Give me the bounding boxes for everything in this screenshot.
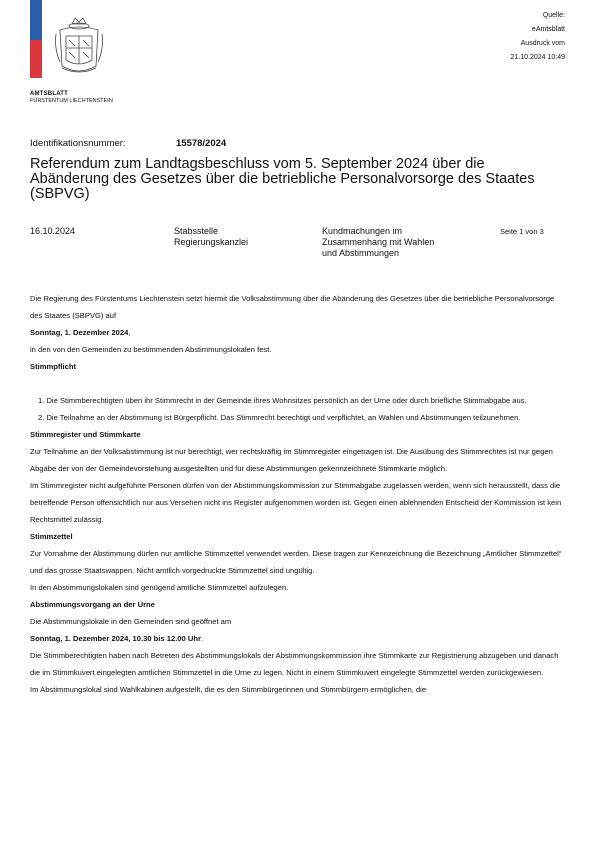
source-line: 21.10.2024 10:49 (510, 54, 565, 61)
paragraph: Die Stimmberechtigten haben nach Betreten des Abstimmungslokals der Abstimmungskommission ihre Stimmkarte zur Registrierung abzugeben und danach die im Stimmkuvert eingelegten amtlichen Stimmzettel in die Urne zu legen. Nicht in einem Stimmkuvert eingelegte Stimmzettel werden zurückgewiesen. (30, 651, 559, 677)
spacer (30, 375, 566, 392)
category-line: Kundmachungen im (322, 226, 403, 236)
date-line (30, 630, 566, 647)
source-line: eAmtsblatt (531, 26, 565, 33)
section-heading: Stimmpflicht (30, 362, 76, 371)
list-item: 2. Die Teilnahme an der Abstimmung ist Bürgerpflicht. Das Stimmrecht berechtigt und verpflichtet, an Wahlen und Abstimmungen teilzunehmen. (38, 413, 521, 422)
list-item: 1. Die Stimmberechtigten üben ihr Stimmrecht in der Gemeinde ihres Wohnsitzes persönlich an der Urne oder durch briefliche Stimmabgabe aus. (38, 396, 527, 405)
flag-stripe (30, 0, 42, 78)
paragraph: in den von den Gemeinden zu bestimmenden Abstimmungslokalen fest. (30, 345, 272, 354)
identification (30, 138, 226, 149)
paragraph: In den Abstimmungslokalen sind genügend amtliche Stimmzettel aufzulegen. (30, 583, 289, 592)
publication-date: 16.10.2024 (30, 226, 76, 236)
source-line: Ausdruck vom (520, 40, 565, 47)
date-line (30, 324, 566, 341)
department-line: Regierungskanzlei (174, 237, 249, 247)
source-line: Quelle: (542, 12, 565, 19)
department (174, 226, 294, 248)
org-subtitle: FÜRSTENTUM LIECHTENSTEIN (30, 98, 113, 104)
paragraph: Zur Teilnahme an der Volksabstimmung ist nur berechtigt, wer rechtskräftig im Stimmregister eingetragen ist. Die Ausübung des Stimmrechtes ist nur gegen Abgabe der von der Gemeindevorstehung ausgestellten und für diese Abstimmungen gekennzeichnete Stimmkarte möglich. (30, 447, 553, 473)
paragraph: Im Stimmregister nicht aufgeführte Personen dürfen von der Abstimmungskommission zur Stimmabgabe zugelassen werden, wenn sich herausstellt, dass die betreffende Person offensichtlich nur aus Versehen nicht ins Register aufgenommen worden ist. Gegen einen ablehnenden Entscheid der Kommission ist kein Rechtsmittel zulässig. (30, 481, 562, 524)
ident-number: 15578/2024 (176, 138, 227, 149)
section-heading: Abstimmungsvorgang an der Urne (30, 600, 155, 609)
org-title: AMTSBLATT (30, 91, 69, 97)
page-number: Seite 1 von 3 (500, 227, 544, 236)
date-suffix: . (200, 634, 204, 643)
department-line: Stabsstelle (174, 226, 219, 236)
date-suffix: , (128, 328, 131, 337)
paragraph: Die Abstimmungslokale in den Gemeinden sind geöffnet am (30, 617, 232, 626)
flag-red (30, 40, 42, 78)
section-heading: Stimmzettel (30, 532, 73, 541)
paragraph: Die Regierung des Fürstentums Liechtenstein setzt hiermit die Volksabstimmung über die Abänderung des Gesetzes über die betriebliche Personalvorsorge des Staates (SBPVG) auf (30, 294, 555, 320)
paragraph: Im Abstimmungslokal sind Wahlkabinen aufgestellt, die es den Stimmbürgerinnen und Stimmbürgern ermöglichen, die (30, 685, 427, 694)
category-line: und Abstimmungen (322, 248, 400, 258)
date-text: Sonntag, 1. Dezember 2024 (30, 328, 129, 337)
paragraph: Zur Vornahme der Abstimmung dürfen nur amtliche Stimmzettel verwendet werden. Diese tragen zur Kennzeichnung die Bezeichnung „Amtlicher Stimmzettel“ und das grosse Staatswappen. Nicht amtlich vorgedruckte Stimmzettel sind ungültig. (30, 549, 562, 575)
document-title: Referendum zum Landtagsbeschluss vom 5. September 2024 über die Abänderung des Gesetzes über die betriebliche Personalvorsorge des Staates (SBPVG) (30, 156, 535, 202)
document-body (30, 290, 566, 698)
flag-blue (30, 0, 42, 40)
section-heading: Stimmregister und Stimmkarte (30, 430, 141, 439)
category-line: Zusammenhang mit Wahlen (322, 237, 435, 247)
coat-of-arms-icon (52, 14, 106, 78)
date-text: Sonntag, 1. Dezember 2024, 10.30 bis 12.00 Uhr (30, 634, 201, 643)
category (322, 226, 482, 259)
ident-label: Identifikationsnummer: (30, 138, 126, 149)
source-info (511, 9, 566, 65)
